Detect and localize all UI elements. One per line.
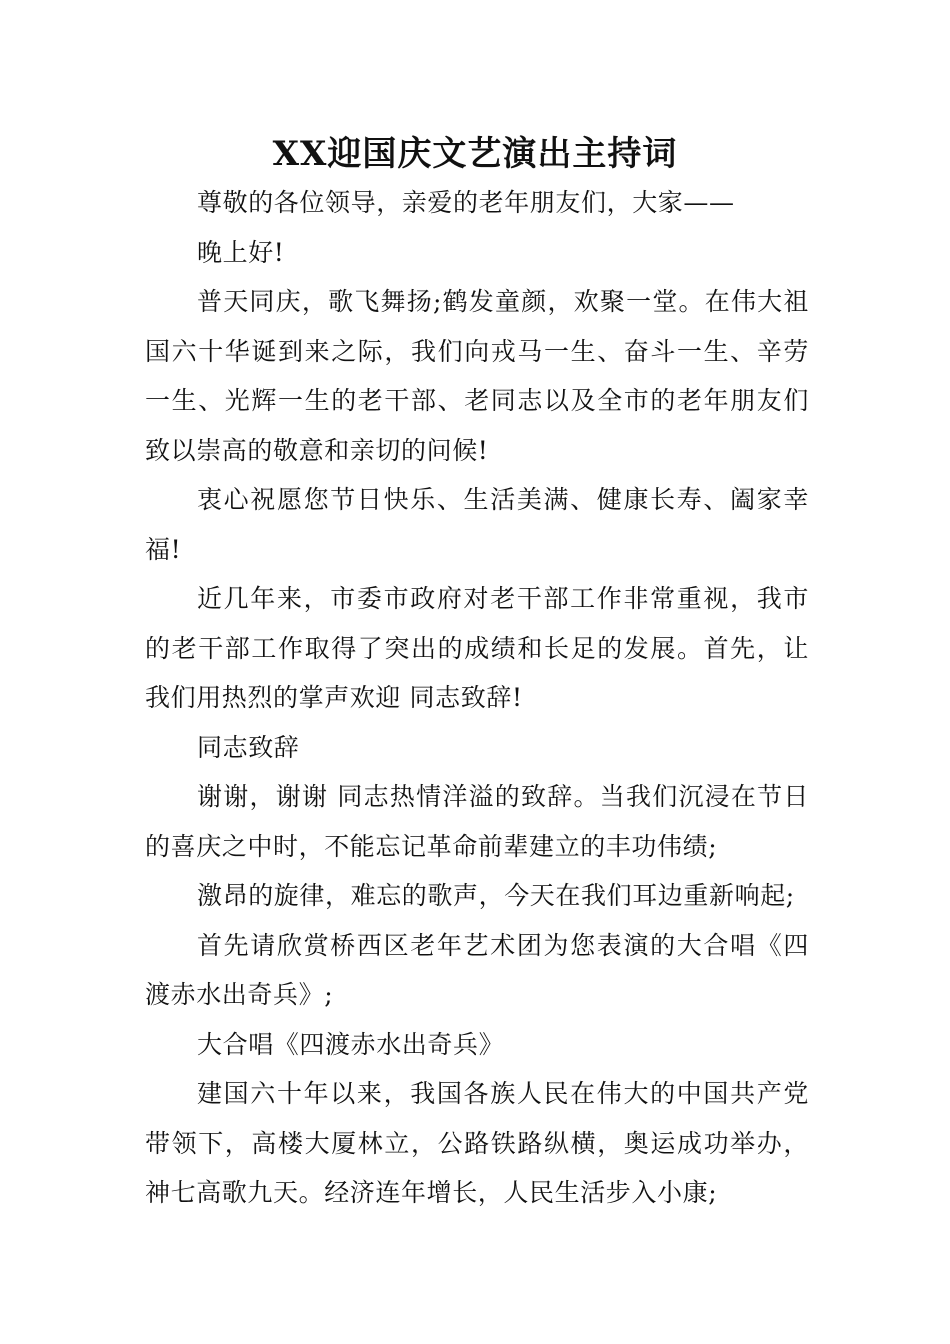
paragraph: 尊敬的各位领导，亲爱的老年朋友们，大家—— bbox=[197, 188, 735, 217]
paragraph: 普天同庆，歌飞舞扬;鹤发童颜，欢聚一堂。在伟大祖国六十华诞到来之际，我们向戎马一生、奋斗一生、辛劳一生、光辉一生的老干部、老同志以及全市的老年朋友们致以崇高的敬意和亲切的问候! bbox=[145, 287, 809, 465]
paragraph: 谢谢，谢谢 同志热情洋溢的致辞。当我们沉浸在节日的喜庆之中时，不能忘记革命前辈建立的丰功伟绩; bbox=[145, 782, 809, 861]
paragraph: 首先请欣赏桥西区老年艺术团为您表演的大合唱《四渡赤水出奇兵》; bbox=[145, 930, 809, 1009]
document-title: XX迎国庆文艺演出主持词 bbox=[272, 134, 678, 174]
paragraph: 同志致辞 bbox=[197, 732, 300, 762]
document-body bbox=[145, 178, 809, 1218]
paragraph: 大合唱《四渡赤水出奇兵》 bbox=[197, 1029, 505, 1059]
paragraph: 衷心祝愿您节日快乐、生活美满、健康长寿、阖家幸福! bbox=[145, 485, 809, 564]
paragraph: 激昂的旋律，难忘的歌声，今天在我们耳边重新响起; bbox=[197, 881, 795, 910]
paragraph: 建国六十年以来，我国各族人民在伟大的中国共产党带领下，高楼大厦林立，公路铁路纵横，奥运成功举办，神七高歌九天。经济连年增长，人民生活步入小康; bbox=[145, 1079, 809, 1207]
paragraph: 近几年来，市委市政府对老干部工作非常重视，我市的老干部工作取得了突出的成绩和长足的发展。首先，让我们用热烈的掌声欢迎 同志致辞! bbox=[145, 584, 809, 712]
paragraph: 晚上好! bbox=[197, 237, 285, 267]
